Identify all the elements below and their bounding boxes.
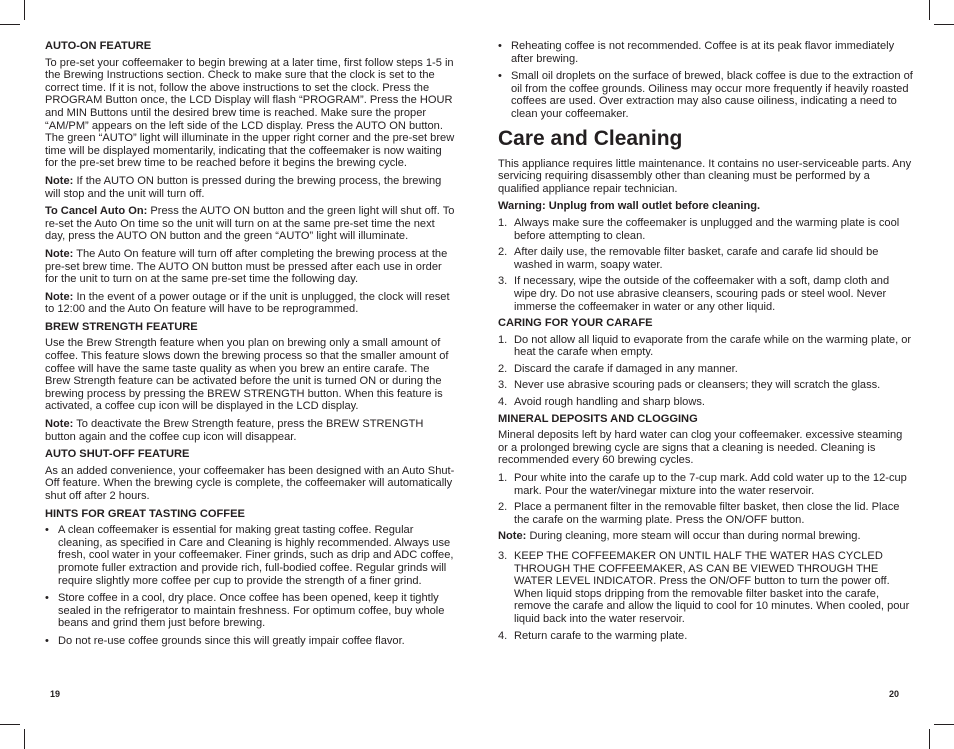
page-number: 19	[50, 689, 61, 699]
item-text: Discard the carafe if damaged in any manner.	[514, 362, 738, 375]
section-heading: BREW STRENGTH FEATURE	[45, 320, 198, 333]
note-label: Note:	[45, 290, 74, 303]
numbered-item	[498, 275, 914, 313]
item-number: 2.	[498, 362, 508, 375]
section-heading: MINERAL DEPOSITS AND CLOGGING	[498, 412, 698, 425]
item-text: Return carafe to the warming plate.	[514, 629, 688, 642]
note-text: During cleaning, more steam will occur than during normal brewing.	[526, 530, 861, 543]
item-number: 1.	[498, 472, 508, 485]
note	[45, 418, 457, 443]
section-heading: AUTO-ON FEATURE	[45, 40, 152, 52]
crop-mark	[929, 729, 930, 749]
note	[45, 291, 457, 316]
item-number: 3.	[498, 550, 508, 562]
right-page	[498, 40, 914, 646]
crop-mark	[24, 0, 25, 20]
bullet-item: • Reheating coffee is not recommended. Coffee is at its peak flavor immediately after brewing.	[498, 40, 914, 65]
numbered-item	[498, 379, 914, 392]
bullet-item: • Store coffee in a cool, dry place. Once coffee has been opened, keep it tightly sealed in the refrigerator to maintain freshness. For optimum coffee, buy whole beans and grind them just before brewing.	[45, 592, 457, 630]
item-text: Never use abrasive scouring pads or cleansers; they will scratch the glass.	[514, 379, 881, 392]
numbered-item	[498, 501, 914, 526]
crop-mark	[24, 729, 25, 749]
item-text: If necessary, wipe the outside of the coffeemaker with a soft, damp cloth and wipe dry. Do not use abrasive cleansers, scouring pads or steel wool. Never immerse the coffeemaker in water or any other liquid.	[514, 275, 890, 313]
numbered-item	[498, 334, 914, 359]
section-heading: HINTS FOR GREAT TASTING COFFEE	[45, 507, 245, 520]
warning-text: Warning: Unplug from wall outlet before cleaning.	[498, 200, 761, 213]
item-text: Pour white into the carafe up to the 7-cup mark. Add cold water up to the 12-cup mark. Pour the water/vinegar mixture into the water reservoir.	[514, 472, 907, 497]
note	[498, 530, 914, 543]
page-number: 20	[889, 689, 900, 699]
crop-mark	[929, 0, 930, 20]
numbered-item	[498, 363, 914, 376]
item-number: 2.	[498, 246, 508, 259]
bullet-item: • Small oil droplets on the surface of brewed, black coffee is due to the extraction of oil from the coffee grounds. Oiliness may occur more frequently if heavily roasted coffees are used. Over extraction may also cause oiliness, indicating a need to clean your coffeemaker.	[498, 70, 914, 120]
numbered-item	[498, 630, 914, 643]
crop-mark	[934, 24, 954, 25]
paragraph: As an added convenience, your coffeemaker has been designed with an Auto Shut-Off feature. When the brewing cycle is complete, the coffeemaker will automatically shut off after 2 hours.	[45, 464, 455, 502]
item-text: After daily use, the removable filter basket, carafe and carafe lid should be washed in warm, soapy water.	[514, 246, 879, 271]
item-number: 1.	[498, 216, 508, 229]
note	[45, 175, 457, 200]
section-heading: AUTO SHUT-OFF FEATURE	[45, 448, 190, 461]
item-text: Avoid rough handling and sharp blows.	[514, 396, 705, 409]
item-number: 3.	[498, 379, 508, 392]
note-label: Note:	[45, 418, 74, 431]
numbered-item	[498, 246, 914, 271]
item-text: Do not allow all liquid to evaporate from the carafe while on the warming plate, or heat the carafe when empty.	[514, 333, 912, 359]
item-number: 2.	[498, 501, 508, 514]
note-text: If the AUTO ON button is pressed during the brewing process, the brewing will stop and the unit will turn off.	[45, 174, 442, 200]
item-text: Always make sure the coffeemaker is unplugged and the warming plate is cool before attempting to clean.	[514, 216, 900, 242]
left-page	[45, 40, 457, 653]
note-label: Note:	[45, 174, 74, 187]
numbered-item	[498, 550, 914, 626]
numbered-item	[498, 217, 914, 242]
note-text: To deactivate the Brew Strength feature, press the BREW STRENGTH button again and the coffee cup icon will disappear.	[45, 418, 424, 443]
note-text: The Auto On feature will turn off after completing the brewing process at the pre-set brew time. The AUTO ON button must be pressed after each use in order for the unit to turn on at the same pre-set time the following day.	[45, 247, 448, 286]
paragraph: Use the Brew Strength feature when you plan on brewing only a small amount of coffee. This feature slows down the brewing process so that the smaller amount of coffee will have the same taste quality as when you brew an entire carafe. The Brew Strength feature can be activated before the unit is turned ON or during the brewing process by pressing the BREW STRENGTH button. When this feature is activated, a coffee cup icon will be displayed in the LCD display.	[45, 337, 449, 413]
note-text: In the event of a power outage or if the unit is unplugged, the clock will reset to 12:00 and the Auto On feature will have to be reprogrammed.	[45, 290, 450, 316]
page-title: Care and Cleaning	[498, 126, 683, 150]
bullet-item: • A clean coffeemaker is essential for making great tasting coffee. Regular cleaning, as specified in Care and Cleaning is highly recommended. Always use fresh, cool water in your coffeemaker. Finer grinds, such as drip and ADC coffee, promote fuller extraction and provide rich, full-bodied coffee. Regular grinds will require slightly more coffee per cup to provide the strength of a finer grind.	[45, 524, 457, 587]
section-heading: CARING FOR YOUR CARAFE	[498, 317, 653, 330]
cancel-text: Press the AUTO ON button and the green light will shut off. To re-set the Auto On time so the unit will turn on at the same pre-set time the next day, press the AUTO ON button and the green “AUTO” light will illuminate.	[45, 205, 455, 243]
cancel-label: To Cancel Auto On:	[45, 205, 148, 218]
paragraph: Mineral deposits left by hard water can clog your coffeemaker. excessive steaming or a prolonged brewing cycle are signs that a cleaning is needed. Cleaning is recommended every 60 brewing cycles.	[498, 429, 903, 467]
numbered-item	[498, 396, 914, 409]
crop-mark	[0, 724, 20, 725]
note-label: Note:	[498, 530, 527, 543]
note	[45, 248, 457, 286]
item-number: 4.	[498, 629, 508, 642]
paragraph: To pre-set your coffeemaker to begin brewing at a later time, first follow steps 1-5 in the Brewing Instructions section. Check to make sure that the clock is set to the correct time. If it is not, follow the above instructions to set the clock. Press the PROGRAM Button once, the LCD Display will flash “PROGRAM”. Press the HOUR and MIN Buttons until the desired brew time is reached. Make sure the proper “AM/PM” appears on the left side of the LCD display. Press the AUTO ON button. The green “AUTO” light will illuminate in the upper right corner and the pre-set brew time will be displayed momentarily, indicating that the coffeemaker is now waiting for the pre-set brew time to be reached before it begins the brewing cycle.	[45, 56, 455, 170]
item-text: KEEP THE COFFEEMAKER ON UNTIL HALF THE WATER HAS CYCLED THROUGH THE COFFEEMAKER, AS CAN BE VIEWED THROUGH THE WATER LEVEL INDICATOR. Press the ON/OFF button to turn the power off. When liquid stops dripping from the removable filter basket into the carafe, remove the carafe and allow the liquid to cool for 10 minutes. When cooled, pour liquid back into the water reservoir.	[514, 550, 910, 625]
crop-mark	[934, 724, 954, 725]
bullet-item: • Do not re-use coffee grounds since this will greatly impair coffee flavor.	[45, 635, 457, 648]
paragraph: This appliance requires little maintenance. It contains no user-serviceable parts. Any servicing requiring disassembly other than cleaning must be performed by a qualified appliance repair technician.	[498, 157, 912, 195]
numbered-item	[498, 472, 914, 497]
item-number: 1.	[498, 333, 508, 346]
item-number: 3.	[498, 275, 508, 288]
crop-mark	[0, 24, 20, 25]
note-label: Note:	[45, 247, 74, 260]
item-text: Place a permanent filter in the removable filter basket, then close the lid. Place the carafe on the warming plate. Press the ON/OFF button.	[514, 501, 900, 526]
item-number: 4.	[498, 396, 508, 409]
cancel-instructions	[45, 205, 457, 243]
